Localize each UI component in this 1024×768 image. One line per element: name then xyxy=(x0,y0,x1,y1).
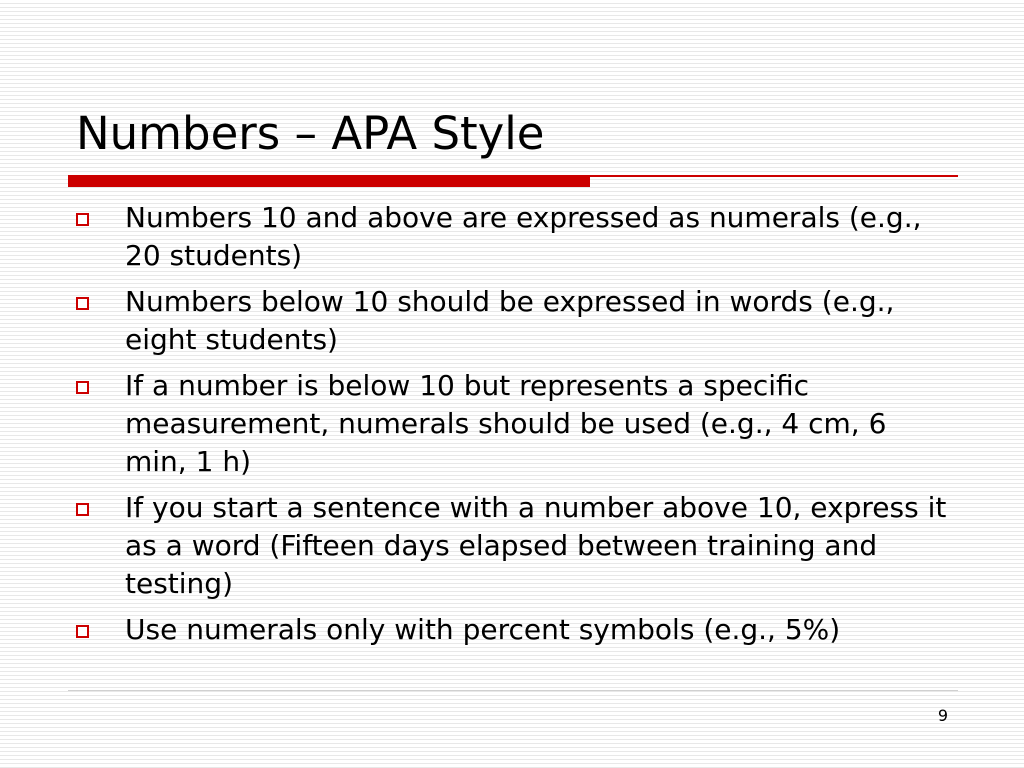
list-item xyxy=(76,489,956,603)
title-underline-thin xyxy=(590,175,958,177)
hollow-square-bullet-icon xyxy=(76,381,89,394)
bullet-text: Use numerals only with percent symbols (e.g., 5%) xyxy=(125,613,841,646)
footer-divider xyxy=(68,690,958,691)
bullet-text: If a number is below 10 but represents a specific measurement, numerals should be used (e.g., 4 cm, 6 min, 1 h) xyxy=(125,369,887,478)
hollow-square-bullet-icon xyxy=(76,503,89,516)
hollow-square-bullet-icon xyxy=(76,625,89,638)
hollow-square-bullet-icon xyxy=(76,213,89,226)
bullet-text: Numbers below 10 should be expressed in words (e.g., eight students) xyxy=(125,285,895,356)
page-number: 9 xyxy=(937,706,948,725)
title-underline-thick xyxy=(68,175,590,187)
slide-title: Numbers – APA Style xyxy=(76,107,545,160)
list-item xyxy=(76,283,956,359)
hollow-square-bullet-icon xyxy=(76,297,89,310)
list-item xyxy=(76,367,956,481)
bullet-list xyxy=(76,199,956,657)
list-item xyxy=(76,611,956,649)
bullet-text: If you start a sentence with a number above 10, express it as a word (Fifteen days elapsed between training and testing) xyxy=(125,491,947,600)
list-item xyxy=(76,199,956,275)
bullet-text: Numbers 10 and above are expressed as numerals (e.g., 20 students) xyxy=(125,201,922,272)
